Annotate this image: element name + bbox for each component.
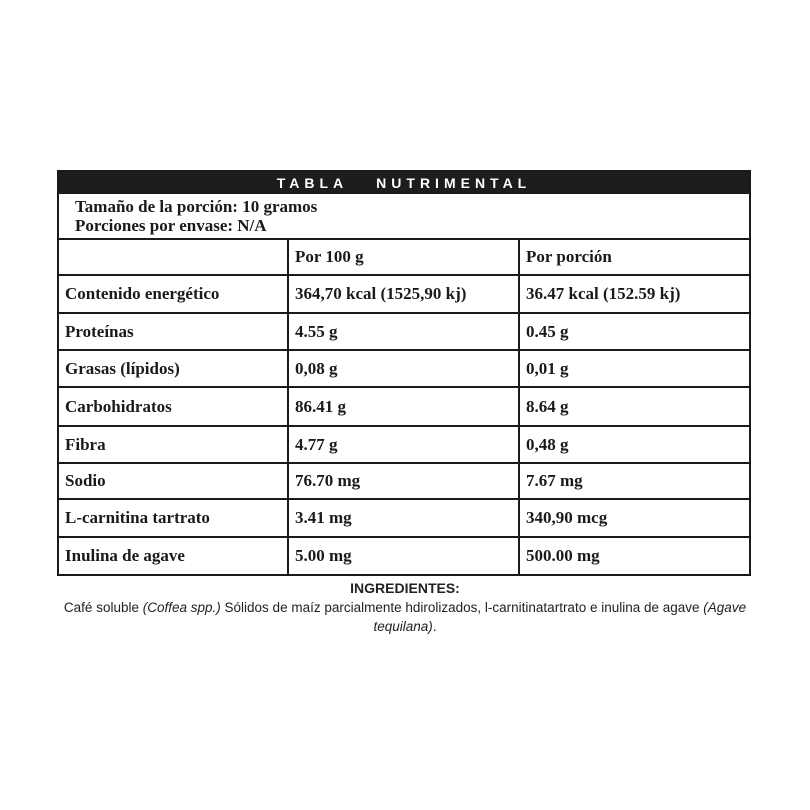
cell-perServing: 0.45 g — [526, 321, 569, 341]
cell-per100: 5.00 mg — [289, 538, 520, 574]
cell-perServing: 0,48 g — [526, 434, 569, 454]
ingredients-heading: INGREDIENTES: — [350, 580, 460, 596]
header-cell — [59, 240, 289, 274]
table-row — [59, 312, 749, 349]
cell-perServing: 340,90 mcg — [526, 508, 608, 527]
serving-info — [59, 193, 749, 238]
table-row — [59, 274, 749, 312]
cell-per100: 86.41 g — [289, 388, 520, 425]
cell-perServing: 500.00 mg — [526, 546, 600, 565]
ingredients-part: Sólidos de maíz parcialmente hdirolizados, l-carnitinatartrato e inulina de agave — [220, 600, 704, 615]
table-row — [59, 425, 749, 462]
table-row — [59, 386, 749, 425]
servings-per-container: Porciones por envase: N/A — [75, 216, 267, 235]
cell-nutrient: Proteínas — [59, 314, 289, 349]
ingredients-species: (Coffea spp.) — [142, 600, 221, 615]
cell-per100: 4.77 g — [289, 427, 520, 462]
header-cell: Por porción — [526, 247, 612, 266]
cell-per100: 3.41 mg — [289, 500, 520, 536]
table-row — [59, 462, 749, 498]
ingredients-species: (Agave tequilana) — [373, 600, 747, 634]
ingredients-part: Café soluble — [63, 600, 143, 615]
cell-nutrient: L-carnitina tartrato — [59, 500, 289, 536]
table-row — [59, 349, 749, 386]
cell-perServing: 8.64 g — [526, 396, 569, 416]
table-row — [59, 536, 749, 574]
cell-nutrient: Contenido energético — [59, 276, 289, 312]
ingredients — [40, 579, 770, 636]
cell-perServing: 36.47 kcal (152.59 kj) — [526, 284, 681, 303]
serving-size: Tamaño de la porción: 10 gramos — [75, 197, 318, 216]
table-title — [59, 172, 749, 193]
nutrition-table — [57, 170, 751, 576]
table-header-row — [59, 238, 749, 274]
cell-per100: 4.55 g — [289, 314, 520, 349]
cell-nutrient: Sodio — [59, 464, 289, 498]
cell-nutrient: Carbohidratos — [59, 388, 289, 425]
cell-nutrient: Inulina de agave — [59, 538, 289, 574]
ingredients-text — [40, 598, 770, 636]
cell-perServing: 7.67 mg — [526, 471, 583, 490]
title-word: TABLA — [276, 175, 349, 191]
cell-nutrient: Fibra — [59, 427, 289, 462]
header-cell: Por 100 g — [289, 240, 520, 274]
cell-per100: 0,08 g — [289, 351, 520, 386]
table-row — [59, 498, 749, 536]
cell-nutrient: Grasas (lípidos) — [59, 351, 289, 386]
cell-perServing: 0,01 g — [526, 358, 569, 378]
ingredients-part: . — [432, 619, 437, 634]
cell-per100: 364,70 kcal (1525,90 kj) — [289, 276, 520, 312]
title-word: NUTRIMENTAL — [376, 175, 532, 191]
cell-per100: 76.70 mg — [289, 464, 520, 498]
